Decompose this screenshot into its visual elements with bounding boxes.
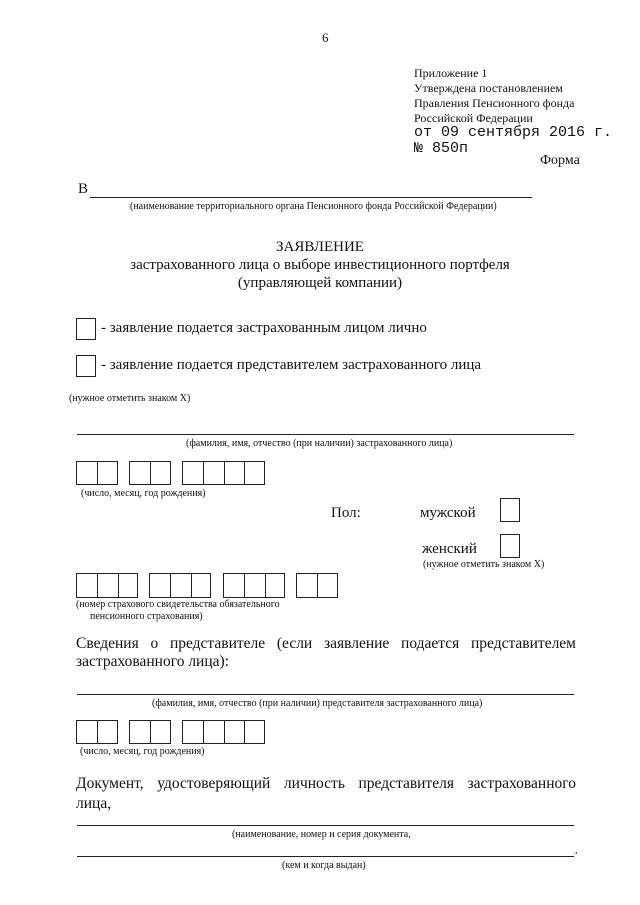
applicant-birth-day[interactable] xyxy=(76,461,118,485)
approval-date: от 09 сентября 2016 г. xyxy=(414,124,613,141)
territorial-body-caption: (наименование территориального органа Пенсионного фонда Российской Федерации) xyxy=(130,201,497,212)
sex-male-label: мужской xyxy=(420,505,476,521)
representative-birth-day[interactable] xyxy=(76,720,118,744)
title-line-2: застрахованного лица о выборе инвестиционного портфеля xyxy=(130,257,510,273)
title-line-3: (управляющей компании) xyxy=(237,275,403,291)
approval-line-2: Утверждена постановлением xyxy=(414,81,563,95)
applicant-birth-month[interactable] xyxy=(129,461,171,485)
page-number: 6 xyxy=(322,30,329,45)
document-heading-line-1: Документ, удостоверяющий личность представителя застрахованного xyxy=(76,775,576,792)
snils-group-2[interactable] xyxy=(149,573,211,598)
applicant-name-field[interactable] xyxy=(77,434,574,435)
representative-name-field[interactable] xyxy=(77,694,574,695)
sex-female-checkbox[interactable] xyxy=(500,534,520,558)
approval-line-1: Приложение 1 xyxy=(414,66,488,80)
snils-group-3[interactable] xyxy=(223,573,285,598)
option-representative-label: - заявление подается представителем застрахованного лица xyxy=(101,357,482,373)
approval-line-4: Российской Федерации xyxy=(414,111,533,125)
document-issued-caption: (кем и когда выдан) xyxy=(282,860,366,871)
sex-male-checkbox[interactable] xyxy=(500,498,520,522)
form-title xyxy=(0,238,640,292)
document-name-field[interactable] xyxy=(77,825,574,826)
option-representative-checkbox[interactable] xyxy=(76,355,96,377)
approval-block xyxy=(414,66,574,126)
representative-birth-year[interactable] xyxy=(182,720,265,744)
representative-birth-month[interactable] xyxy=(129,720,171,744)
snils-caption xyxy=(76,599,280,623)
snils-caption-line-1: (номер страхового свидетельства обязательного xyxy=(76,599,280,610)
sex-female-label: женский xyxy=(422,541,477,557)
approval-line-3: Правления Пенсионного фонда xyxy=(414,96,575,110)
document-name-caption: (наименование, номер и серия документа, xyxy=(232,829,411,840)
to-prefix: В xyxy=(78,181,89,197)
representative-heading-line-2: застрахованного лица): xyxy=(76,653,229,670)
applicant-name-caption: (фамилия, имя, отчество (при наличии) застрахованного лица) xyxy=(186,438,453,449)
territorial-body-field[interactable] xyxy=(90,197,532,198)
snils-caption-line-2: пенсионного страхования) xyxy=(90,611,203,622)
document-issued-field[interactable] xyxy=(77,856,574,857)
document-issued-comma: , xyxy=(575,845,578,856)
form-label: Форма xyxy=(540,153,580,168)
representative-birth-caption: (число, месяц, год рождения) xyxy=(80,746,205,757)
representative-name-caption: (фамилия, имя, отчество (при наличии) представителя застрахованного лица) xyxy=(152,698,483,709)
snils-check-digits[interactable] xyxy=(296,573,338,598)
sex-label: Пол: xyxy=(331,505,361,521)
option-personal-label: - заявление подается застрахованным лицом лично xyxy=(101,320,427,336)
option-mark-hint: (нужное отметить знаком Х) xyxy=(69,393,191,404)
title-line-1: ЗАЯВЛЕНИЕ xyxy=(276,239,364,255)
applicant-birth-caption: (число, месяц, год рождения) xyxy=(81,488,206,499)
snils-group-1[interactable] xyxy=(76,573,138,598)
document-heading-line-2: лица, xyxy=(76,795,112,812)
option-personal-checkbox[interactable] xyxy=(76,318,96,340)
approval-number: № 850п xyxy=(414,140,469,157)
sex-mark-hint: (нужное отметить знаком Х) xyxy=(423,559,545,570)
applicant-birth-year[interactable] xyxy=(182,461,265,485)
representative-heading-line-1: Сведения о представителе (если заявление подается представителем xyxy=(76,635,576,652)
